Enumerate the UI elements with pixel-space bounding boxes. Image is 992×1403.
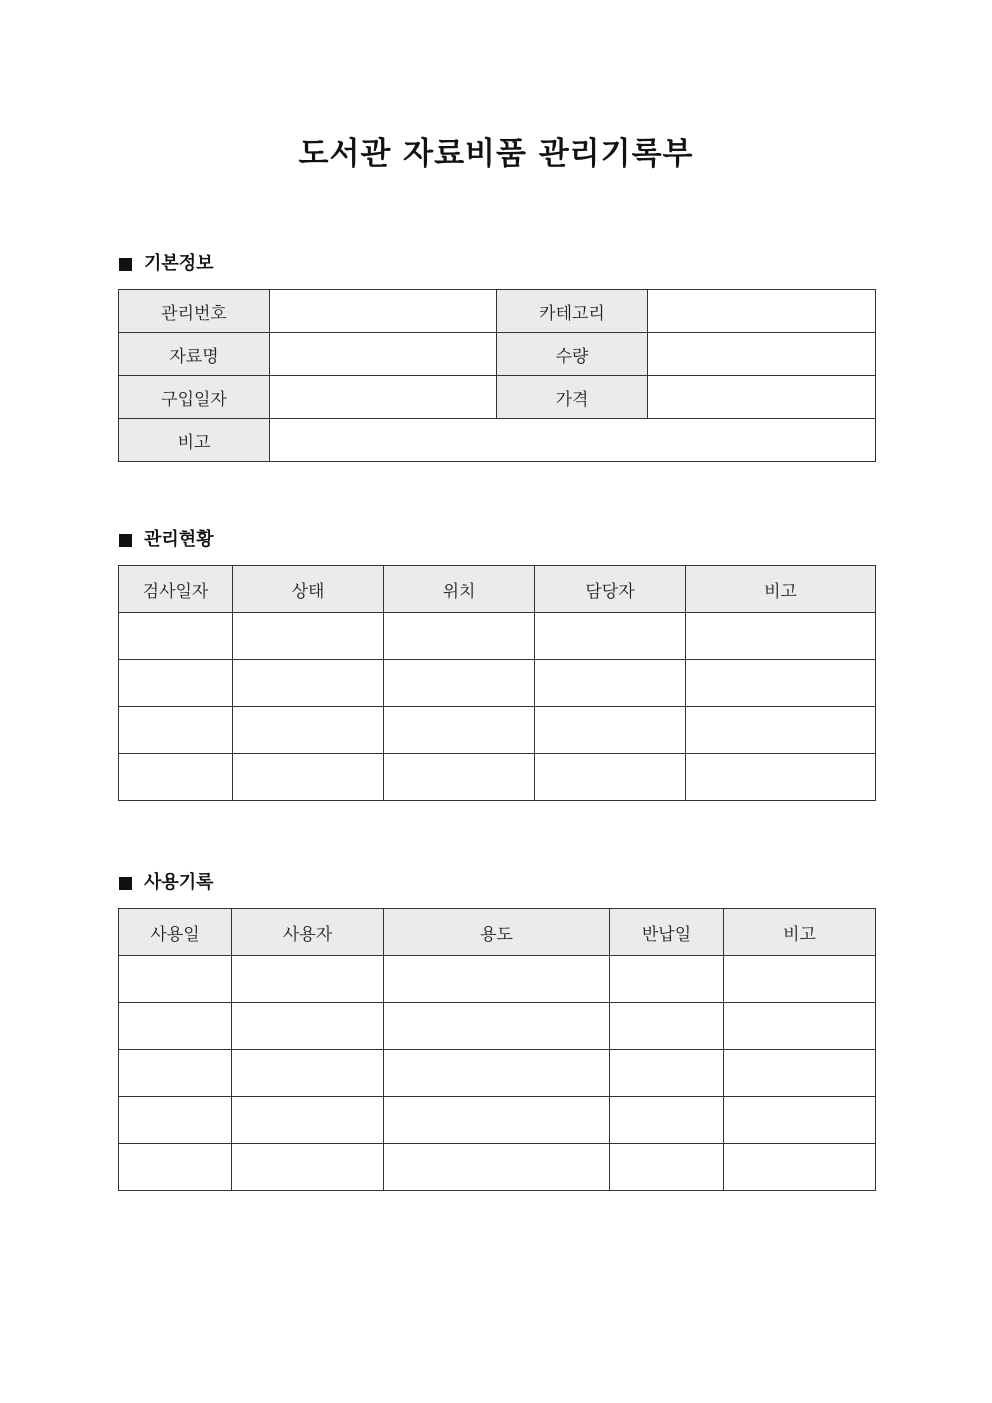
table-row xyxy=(119,1050,876,1097)
management-status-heading xyxy=(119,528,214,552)
price-field[interactable] xyxy=(648,376,876,419)
purchase-date-label: 구입일자 xyxy=(119,376,270,419)
column-header-return-date: 반납일 xyxy=(610,909,724,956)
usage-record-heading-text: 사용기록 xyxy=(144,872,214,893)
table-cell[interactable] xyxy=(384,754,535,801)
basic-info-heading xyxy=(119,252,214,276)
table-header-row xyxy=(119,566,876,613)
column-header-use-date: 사용일 xyxy=(119,909,232,956)
table-row xyxy=(119,613,876,660)
table-cell[interactable] xyxy=(232,956,384,1003)
management-status-heading-text: 관리현황 xyxy=(144,529,214,550)
table-cell[interactable] xyxy=(119,1003,232,1050)
table-row xyxy=(119,290,876,333)
table-cell[interactable] xyxy=(686,613,876,660)
table-cell[interactable] xyxy=(119,1050,232,1097)
column-header-person-in-charge: 담당자 xyxy=(535,566,686,613)
table-row xyxy=(119,419,876,462)
management-no-field[interactable] xyxy=(270,290,497,333)
table-cell[interactable] xyxy=(686,660,876,707)
table-cell[interactable] xyxy=(119,660,233,707)
square-bullet-icon xyxy=(119,534,132,547)
table-cell[interactable] xyxy=(119,707,233,754)
usage-record-table xyxy=(118,908,876,1191)
table-cell[interactable] xyxy=(232,1144,384,1191)
table-cell[interactable] xyxy=(535,707,686,754)
basic-info-table xyxy=(118,289,876,462)
table-row xyxy=(119,1144,876,1191)
square-bullet-icon xyxy=(119,877,132,890)
table-row xyxy=(119,376,876,419)
price-label: 가격 xyxy=(497,376,648,419)
table-row xyxy=(119,956,876,1003)
management-status-table xyxy=(118,565,876,801)
column-header-user: 사용자 xyxy=(232,909,384,956)
category-field[interactable] xyxy=(648,290,876,333)
purchase-date-field[interactable] xyxy=(270,376,497,419)
column-header-condition: 상태 xyxy=(233,566,384,613)
table-row xyxy=(119,333,876,376)
table-cell[interactable] xyxy=(232,1003,384,1050)
table-cell[interactable] xyxy=(119,613,233,660)
table-cell[interactable] xyxy=(535,660,686,707)
table-cell[interactable] xyxy=(233,754,384,801)
column-header-remarks: 비고 xyxy=(686,566,876,613)
table-cell[interactable] xyxy=(610,1144,724,1191)
table-cell[interactable] xyxy=(384,1050,610,1097)
quantity-label: 수량 xyxy=(497,333,648,376)
usage-record-heading xyxy=(119,871,214,895)
category-label: 카테고리 xyxy=(497,290,648,333)
column-header-inspection-date: 검사일자 xyxy=(119,566,233,613)
table-cell[interactable] xyxy=(535,754,686,801)
table-cell[interactable] xyxy=(724,1097,876,1144)
table-header-row xyxy=(119,909,876,956)
table-cell[interactable] xyxy=(610,1097,724,1144)
table-cell[interactable] xyxy=(384,613,535,660)
table-cell[interactable] xyxy=(535,613,686,660)
page-title: 도서관 자료비품 관리기록부 xyxy=(298,136,694,172)
remarks-field[interactable] xyxy=(270,419,876,462)
table-cell[interactable] xyxy=(384,707,535,754)
column-header-remarks: 비고 xyxy=(724,909,876,956)
table-cell[interactable] xyxy=(233,613,384,660)
table-cell[interactable] xyxy=(384,956,610,1003)
quantity-field[interactable] xyxy=(648,333,876,376)
table-cell[interactable] xyxy=(686,754,876,801)
remarks-label: 비고 xyxy=(119,419,270,462)
table-cell[interactable] xyxy=(119,956,232,1003)
table-cell[interactable] xyxy=(384,1144,610,1191)
table-cell[interactable] xyxy=(686,707,876,754)
table-row xyxy=(119,1097,876,1144)
table-row xyxy=(119,660,876,707)
table-row xyxy=(119,707,876,754)
column-header-purpose: 용도 xyxy=(384,909,610,956)
table-cell[interactable] xyxy=(232,1050,384,1097)
table-cell[interactable] xyxy=(119,1144,232,1191)
table-cell[interactable] xyxy=(610,1003,724,1050)
table-cell[interactable] xyxy=(233,660,384,707)
item-name-label: 자료명 xyxy=(119,333,270,376)
management-no-label: 관리번호 xyxy=(119,290,270,333)
column-header-location: 위치 xyxy=(384,566,535,613)
table-cell[interactable] xyxy=(724,956,876,1003)
item-name-field[interactable] xyxy=(270,333,497,376)
table-cell[interactable] xyxy=(610,1050,724,1097)
basic-info-heading-text: 기본정보 xyxy=(144,253,214,274)
table-cell[interactable] xyxy=(724,1050,876,1097)
table-cell[interactable] xyxy=(384,1097,610,1144)
table-cell[interactable] xyxy=(233,707,384,754)
square-bullet-icon xyxy=(119,258,132,271)
table-cell[interactable] xyxy=(232,1097,384,1144)
table-row xyxy=(119,754,876,801)
table-cell[interactable] xyxy=(384,660,535,707)
table-cell[interactable] xyxy=(384,1003,610,1050)
table-cell[interactable] xyxy=(119,754,233,801)
table-cell[interactable] xyxy=(119,1097,232,1144)
table-cell[interactable] xyxy=(724,1144,876,1191)
table-row xyxy=(119,1003,876,1050)
table-cell[interactable] xyxy=(724,1003,876,1050)
table-cell[interactable] xyxy=(610,956,724,1003)
